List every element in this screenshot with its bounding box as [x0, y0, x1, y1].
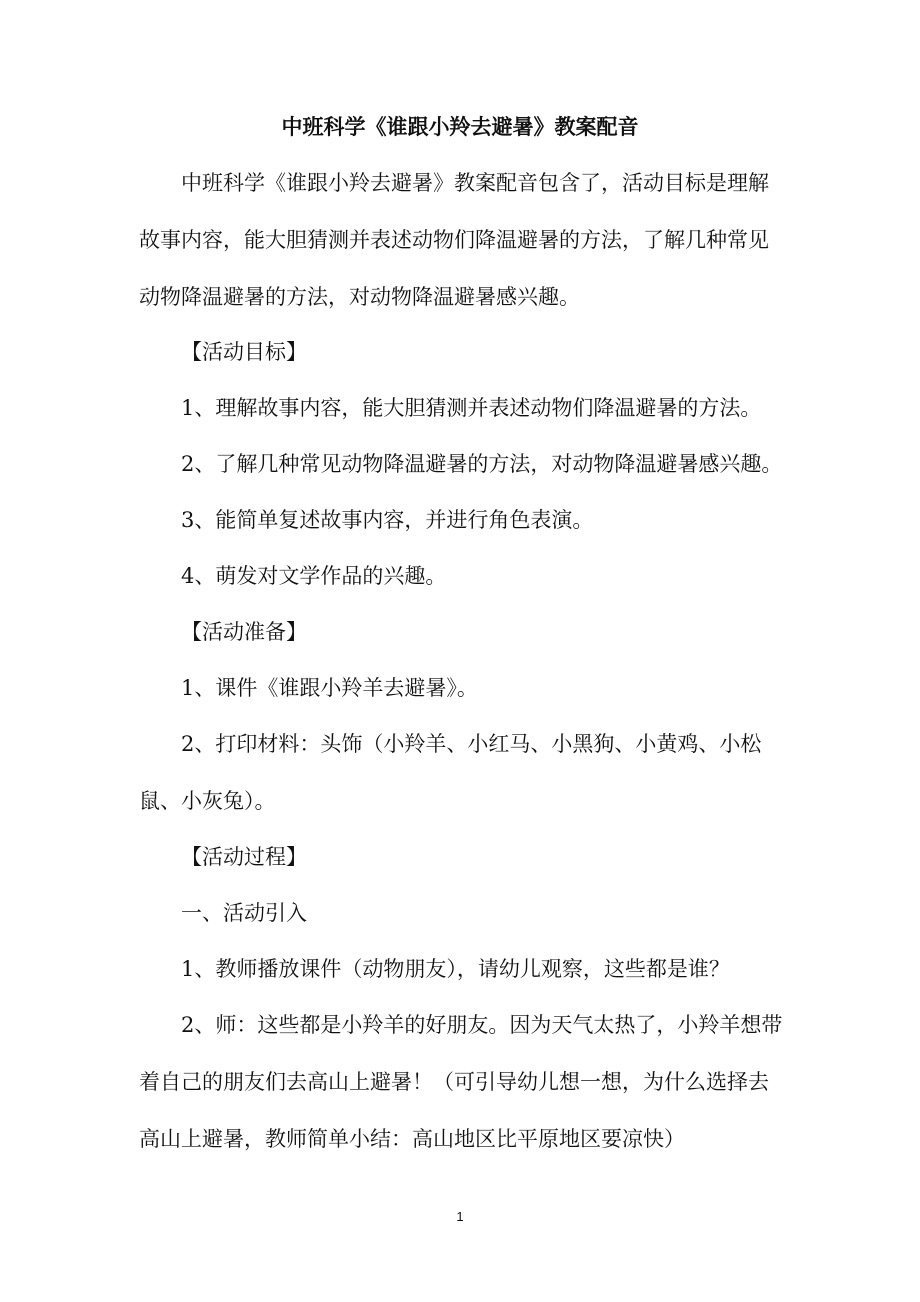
- process-subheading: 一、活动引入: [181, 901, 307, 925]
- goal-item-4: 4、萌发对文学作品的兴趣。: [181, 564, 447, 588]
- section-heading-process: 【活动过程】: [181, 845, 307, 869]
- goal-item-3: 3、能简单复述故事内容，并进行角色表演。: [181, 508, 594, 532]
- prep-item-1: 1、课件《谁跟小羚羊去避暑》。: [181, 676, 478, 700]
- prep-item-2: 2、打印材料：头饰（小羚羊、小红马、小黑狗、小黄鸡、小松鼠、小灰兔）。: [139, 732, 762, 813]
- document-title: 中班科学《谁跟小羚去避暑》教案配音: [281, 114, 639, 139]
- section-heading-goals: 【活动目标】: [181, 340, 307, 364]
- process-item-1: 1、教师播放课件（动物朋友），请幼儿观察，这些都是谁？: [181, 957, 730, 981]
- page-number: 1: [456, 1209, 464, 1224]
- section-heading-prep: 【活动准备】: [181, 620, 307, 644]
- intro-paragraph: 中班科学《谁跟小羚去避暑》教案配音包含了，活动目标是理解故事内容，能大胆猜测并表述动物们降温避暑的方法，了解几种常见动物降温避暑的方法，对动物降温避暑感兴趣。: [139, 171, 769, 309]
- goal-item-2: 2、了解几种常见动物降温避暑的方法，对动物降温避暑感兴趣。: [181, 452, 783, 476]
- goal-item-1: 1、理解故事内容，能大胆猜测并表述动物们降温避暑的方法。: [181, 396, 762, 420]
- process-item-2: 2、师：这些都是小羚羊的好朋友。因为天气太热了，小羚羊想带着自己的朋友们去高山上避暑！（可引导幼儿想一想，为什么选择去高山上避暑，教师简单小结：高山地区比平原地区要凉快）: [139, 1013, 783, 1151]
